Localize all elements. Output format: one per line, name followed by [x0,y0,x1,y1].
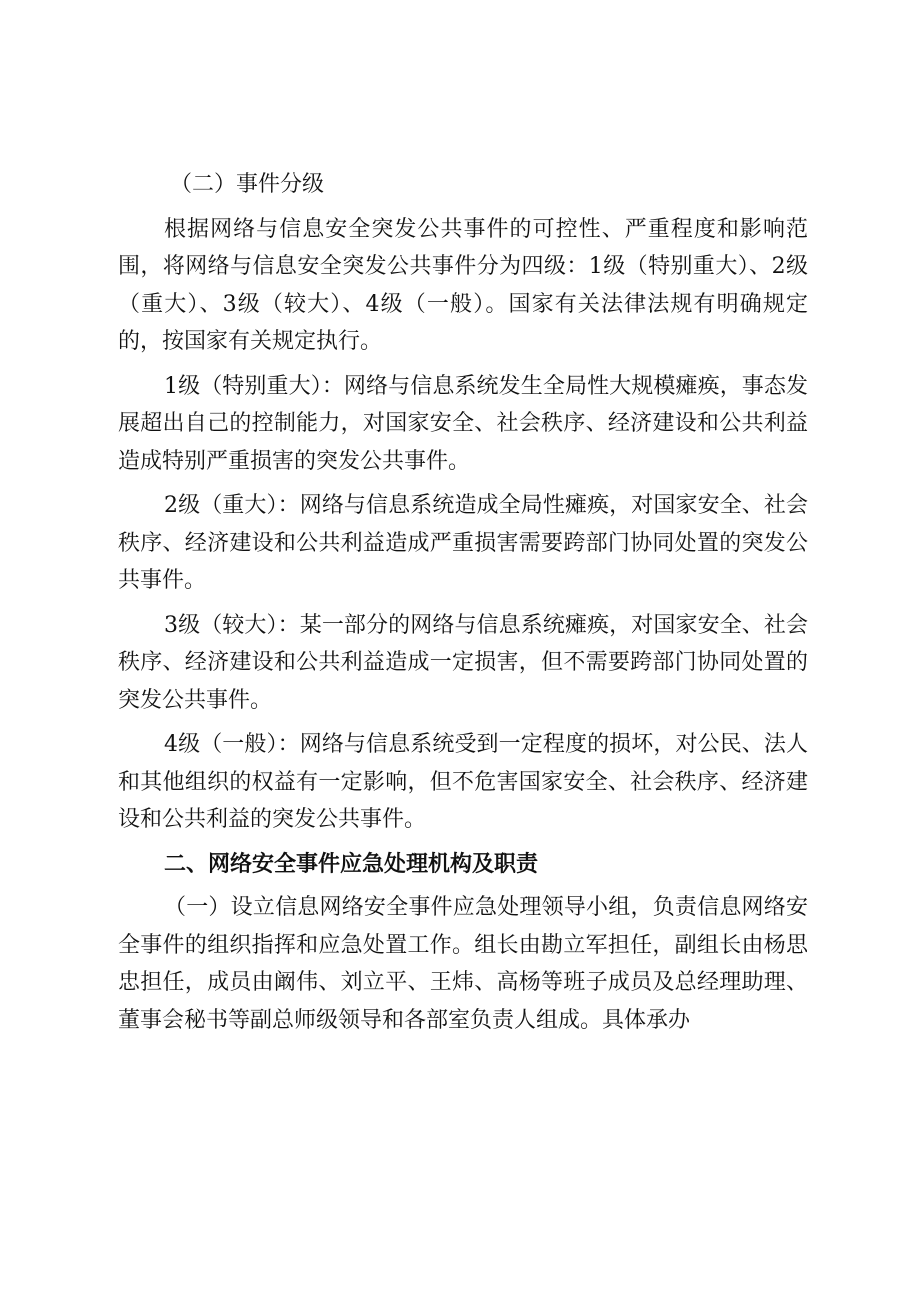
paragraph-leadership-group: （一）设立信息网络安全事件应急处理领导小组，负责信息网络安全事件的组织指挥和应急处置工作。组长由勘立军担任，副组长由杨思忠担任，成员由阚伟、刘立平、王炜、高杨等班子成员及总经理助理、董事会秘书等副总师级领导和各部室负责人组成。具体承办 [118,895,808,1033]
paragraph-level-3: 3级（较大）：某一部分的网络与信息系统瘫痪，对国家安全、社会秩序、经济建设和公共利益造成一定损害，但不需要跨部门协同处置的突发公共事件。 [118,612,808,713]
paragraph-classification-intro: 根据网络与信息安全突发公共事件的可控性、严重程度和影响范围，将网络与信息安全突发公共事件分为四级：1级（特别重大）、2级（重大）、3级（较大）、4级（一般）。国家有关法律法规有明确规定的，按国家有关规定执行。 [118,216,808,354]
paragraph-level-2: 2级（重大）：网络与信息系统造成全局性瘫痪，对国家安全、社会秩序、经济建设和公共利益造成严重损害需要跨部门协同处置的突发公共事件。 [118,493,808,593]
document-page [118,166,808,1046]
sub-heading-event-classification: （二）事件分级 [170,172,325,197]
paragraph-level-1: 1级（特别重大）：网络与信息系统发生全局性大规模瘫痪，事态发展超出自己的控制能力，对国家安全、社会秩序、经济建设和公共利益造成特别严重损害的突发公共事件。 [118,373,808,474]
section-heading-emergency-organization: 二、网络安全事件应急处理机构及职责 [164,851,539,877]
paragraph-level-4: 4级（一般）：网络与信息系统受到一定程度的损坏，对公民、法人和其他组织的权益有一定影响，但不危害国家安全、社会秩序、经济建设和公共利益的突发公共事件。 [118,732,808,832]
